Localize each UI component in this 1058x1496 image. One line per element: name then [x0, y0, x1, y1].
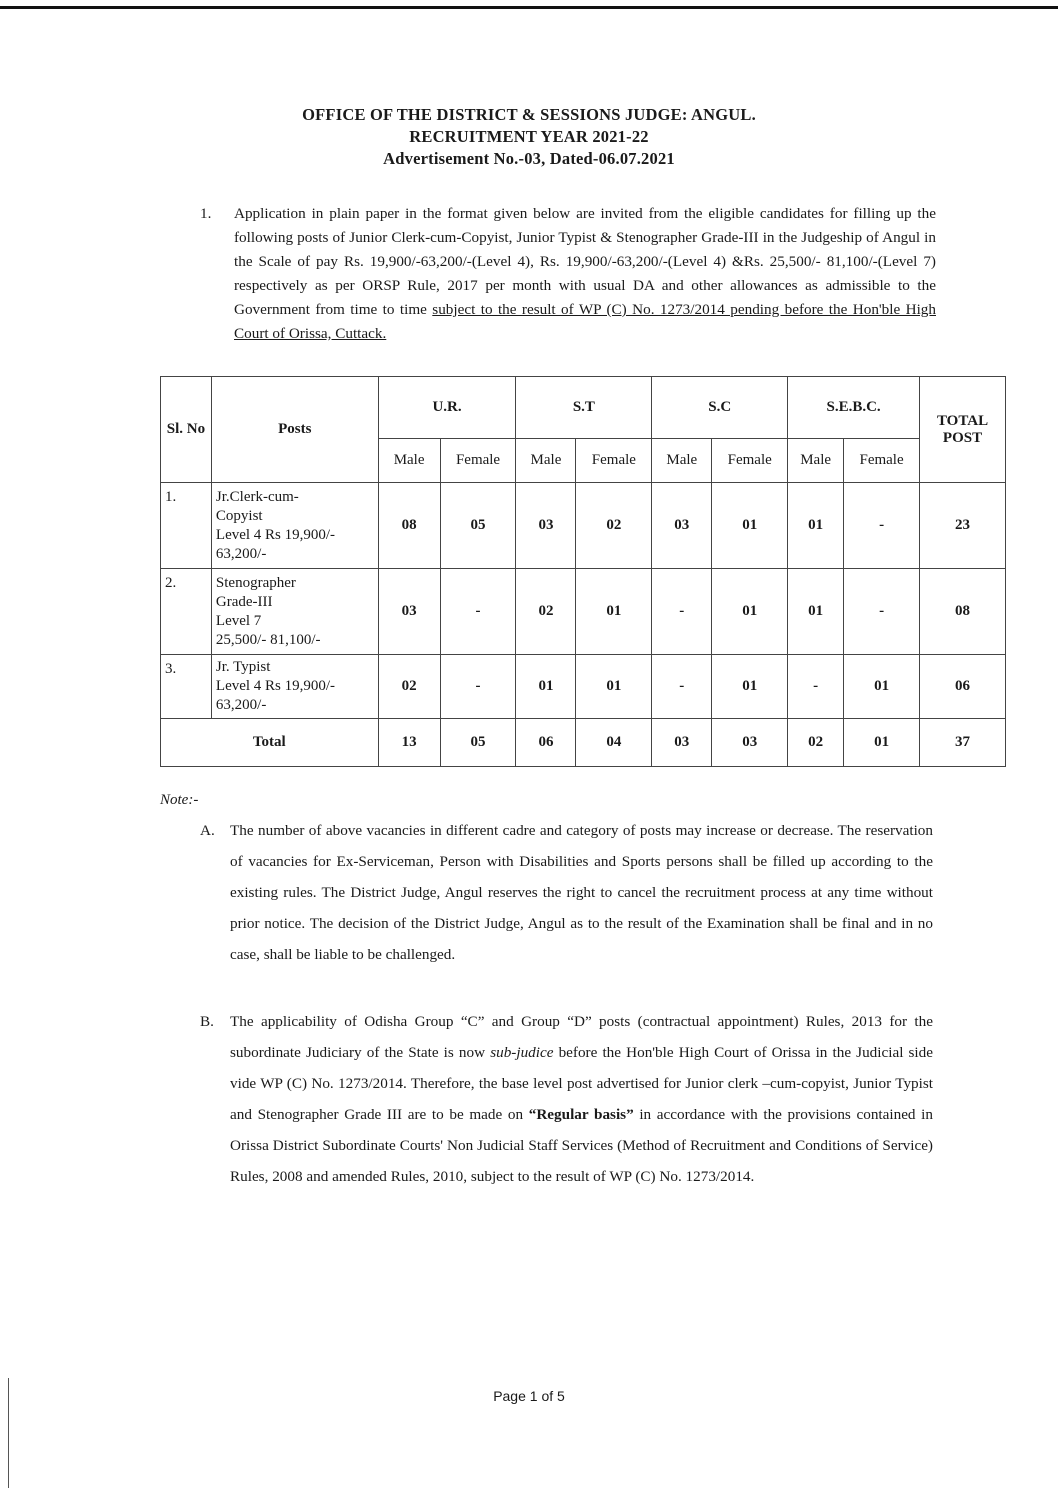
cell-st-male: 01	[516, 655, 576, 719]
cell-total: 08	[920, 569, 1006, 655]
cell-sebc-female: -	[844, 569, 920, 655]
row-post	[211, 569, 378, 655]
post-line: Jr.Clerk-cum-	[215, 488, 299, 505]
note-b-text: in accordance with the provisions contained in Orissa District Subordinate Courts' Non Judicial Staff Services (Method of Recruitment and Conditions of Service) Rules, 2008 and amended Rules, 2010, subject to the result of WP (C) No. 1273/2014.	[230, 1106, 933, 1185]
cell-total: 23	[920, 483, 1006, 569]
note-b	[200, 1006, 933, 1192]
total-ur-male: 13	[378, 719, 440, 767]
cell-ur-female: 05	[440, 483, 516, 569]
row-post	[211, 655, 378, 719]
cell-sebc-female: -	[844, 483, 920, 569]
paragraph-underlined-text: subject to the result of WP (C) No. 1273/2014 pending before the Hon'ble High Court of Orissa, Cuttack.	[234, 301, 936, 342]
cell-st-female: 02	[576, 483, 652, 569]
application-paragraph	[200, 202, 936, 346]
subheader-female: Female	[712, 439, 788, 483]
post-line: Copyist	[215, 507, 263, 524]
subheader-female: Female	[844, 439, 920, 483]
note-label: Note:-	[160, 792, 199, 808]
paragraph-number: 1.	[200, 205, 212, 222]
cell-st-male: 03	[516, 483, 576, 569]
post-line: Level 7	[215, 612, 262, 629]
subheader-female: Female	[440, 439, 516, 483]
total-grand: 37	[920, 719, 1006, 767]
cell-sc-male: -	[652, 569, 712, 655]
header-sl: Sl. No	[161, 377, 212, 483]
total-st-male: 06	[516, 719, 576, 767]
note-b-italic-text: sub-judice	[490, 1044, 554, 1061]
post-line: 25,500/- 81,100/-	[215, 631, 321, 648]
advertisement-number: Advertisement No.-03, Dated-06.07.2021	[383, 149, 675, 168]
cell-st-male: 02	[516, 569, 576, 655]
post-line: Level 4 Rs 19,900/-	[215, 526, 336, 543]
cell-st-female: 01	[576, 655, 652, 719]
cell-sebc-male: 01	[788, 483, 844, 569]
post-line: 63,200/-	[215, 697, 267, 713]
total-label: Total	[161, 719, 379, 767]
row-sl: 3.	[161, 655, 212, 719]
note-a	[200, 815, 933, 970]
paragraph-body	[234, 202, 936, 346]
vacancy-table	[160, 376, 1006, 767]
header-st: S.T	[516, 377, 652, 439]
cell-ur-male: 02	[378, 655, 440, 719]
total-sc-male: 03	[652, 719, 712, 767]
total-ur-female: 05	[440, 719, 516, 767]
note-b-text: before the Hon'ble High Court of Orissa in the Judicial side vide WP (C) No. 1273/2014. Therefore, the base level post advertised for Junior clerk –cum-copyist, Junior Typist and Stenographer Grade III are to be made on	[230, 1044, 933, 1123]
recruitment-year: RECRUITMENT YEAR 2021-22	[409, 127, 649, 146]
cell-ur-female: -	[440, 569, 516, 655]
row-sl: 1.	[161, 483, 212, 569]
note-b-letter: B.	[200, 1013, 214, 1030]
table-header-row	[161, 377, 1006, 439]
row-sl: 2.	[161, 569, 212, 655]
post-line: Stenographer	[215, 574, 296, 591]
header-ur: U.R.	[378, 377, 516, 439]
cell-ur-female: -	[440, 655, 516, 719]
document-header	[0, 104, 1058, 170]
table-row	[161, 655, 1006, 719]
subheader-male: Male	[378, 439, 440, 483]
note-b-text: The applicability of Odisha Group “C” and Group “D” posts (contractual appointment) Rules, 2013 for the subordinate Judiciary of the State is now	[230, 1013, 933, 1061]
note-a-text: The number of above vacancies in different cadre and category of posts may increase or decrease. The reservation of vacancies for Ex-Serviceman, Person with Disabilities and Sports persons shall be filled up according to the existing rules. The District Judge, Angul reserves the right to cancel the recruitment process at any time without prior notice. The decision of the District Judge, Angul as to the result of the Examination shall be final and in no case, shall be liable to be challenged.	[230, 822, 933, 963]
post-line: Jr. Typist	[215, 659, 271, 675]
note-a-letter: A.	[200, 822, 215, 839]
cell-sc-male: 03	[652, 483, 712, 569]
table-row	[161, 483, 1006, 569]
header-total: TOTAL POST	[920, 377, 1006, 483]
cell-ur-male: 03	[378, 569, 440, 655]
cell-st-female: 01	[576, 569, 652, 655]
table-total-row	[161, 719, 1006, 767]
post-line: 63,200/-	[215, 545, 267, 562]
note-b-bold-text: “Regular basis”	[528, 1106, 634, 1123]
note-b-body	[230, 1006, 933, 1192]
cell-sebc-female: 01	[844, 655, 920, 719]
table-row	[161, 569, 1006, 655]
total-st-female: 04	[576, 719, 652, 767]
header-sebc: S.E.B.C.	[788, 377, 920, 439]
page-number: Page 1 of 5	[493, 1388, 565, 1404]
top-border-line	[0, 6, 1058, 9]
header-posts: Posts	[211, 377, 378, 483]
cell-sebc-male: 01	[788, 569, 844, 655]
cell-sc-female: 01	[712, 569, 788, 655]
cell-sc-female: 01	[712, 483, 788, 569]
post-line: Level 4 Rs 19,900/-	[215, 678, 336, 694]
cell-total: 06	[920, 655, 1006, 719]
cell-sc-male: -	[652, 655, 712, 719]
subheader-male: Male	[788, 439, 844, 483]
total-sebc-female: 01	[844, 719, 920, 767]
paragraph-text: Application in plain paper in the format given below are invited from the eligible candidates for filling up the following posts of Junior Clerk-cum-Copyist, Junior Typist & Stenographer Grade-III in the Judgeship of Angul in the Scale of pay Rs. 19,900/-63,200/-(Level 4), Rs. 19,900/-63,200/-(Level 4) &Rs. 25,500/- 81,100/-(Level 7) respectively as per ORSP Rule, 2017 per month with usual DA and other allowances as admissible to the Government from time to time	[234, 205, 936, 318]
cell-ur-male: 08	[378, 483, 440, 569]
post-line: Grade-III	[215, 593, 273, 610]
header-sc: S.C	[652, 377, 788, 439]
total-sebc-male: 02	[788, 719, 844, 767]
subheader-male: Male	[652, 439, 712, 483]
office-title: OFFICE OF THE DISTRICT & SESSIONS JUDGE: ANGUL.	[302, 105, 756, 124]
cell-sc-female: 01	[712, 655, 788, 719]
row-post	[211, 483, 378, 569]
subheader-male: Male	[516, 439, 576, 483]
total-sc-female: 03	[712, 719, 788, 767]
subheader-female: Female	[576, 439, 652, 483]
cell-sebc-male: -	[788, 655, 844, 719]
